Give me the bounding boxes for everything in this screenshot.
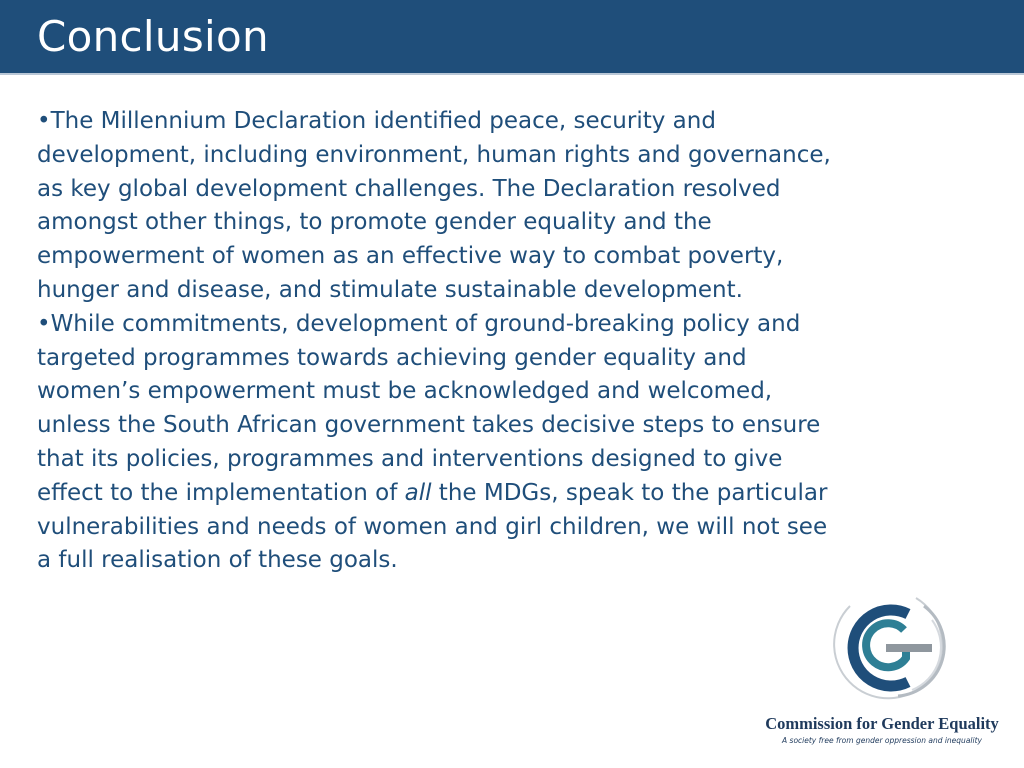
text-line: empowerment of women as an effective way to combat poverty, — [37, 243, 784, 270]
cge-logo-icon — [828, 590, 948, 708]
text-line: development, including environment, human rights and governance, — [37, 141, 831, 168]
slide-title: Conclusion — [37, 12, 269, 61]
emphasis-all: all — [404, 479, 432, 506]
text-line: women’s empowerment must be acknowledged and welcomed, — [37, 378, 773, 405]
slide-body — [37, 105, 982, 578]
text-segment: effect to the implementation of — [37, 479, 405, 506]
text-line: vulnerabilities and needs of women and girl children, we will not see — [37, 513, 828, 540]
org-tagline: A society free from gender oppression and inequality — [782, 736, 982, 745]
text-line: •The Millennium Declaration identified peace, security and — [37, 108, 716, 134]
title-bar — [0, 0, 1024, 75]
text-line: targeted programmes towards achieving gender equality and — [37, 344, 747, 371]
text-line: as key global development challenges. The Declaration resolved — [37, 175, 781, 202]
paragraph-millennium-declaration — [37, 105, 982, 308]
org-name: Commission for Gender Equality — [765, 714, 999, 733]
text-line: •While commitments, development of ground-breaking policy and — [37, 310, 801, 337]
text-segment: the MDGs, speak to the particular — [431, 479, 828, 506]
text-line: hunger and disease, and stimulate sustainable development. — [37, 276, 743, 303]
text-line: amongst other things, to promote gender equality and the — [37, 209, 712, 236]
text-line: that its policies, programmes and interventions designed to give — [37, 445, 783, 472]
cge-logo — [762, 590, 1002, 750]
paragraph-commitments — [37, 308, 982, 578]
text-line: a full realisation of these goals. — [37, 547, 398, 574]
text-line: unless the South African government takes decisive steps to ensure — [37, 412, 821, 439]
text-line-with-emphasis — [37, 477, 982, 511]
